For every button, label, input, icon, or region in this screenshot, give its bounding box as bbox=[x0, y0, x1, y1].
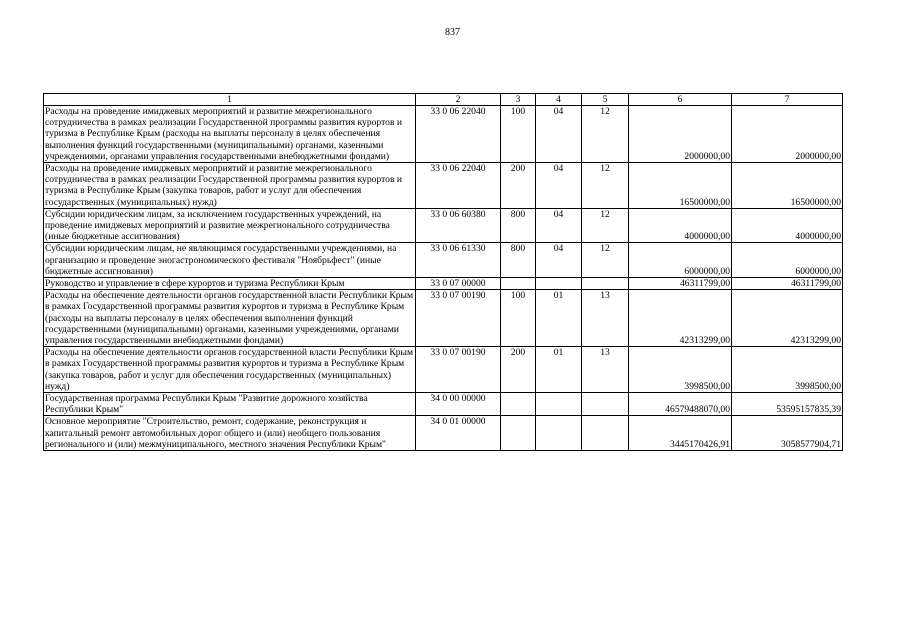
table-row bbox=[44, 416, 843, 451]
row-amount-6: 46311799,00 bbox=[629, 278, 732, 290]
row-amount-7: 2000000,00 bbox=[732, 106, 843, 163]
row-col5 bbox=[582, 416, 629, 451]
row-col3 bbox=[501, 278, 536, 290]
row-col4: 01 bbox=[536, 290, 582, 347]
row-code: 34 0 00 00000 bbox=[416, 393, 501, 416]
row-col5: 12 bbox=[582, 208, 629, 243]
row-amount-7: 3058577904,71 bbox=[732, 416, 843, 451]
row-amount-7: 3998500,00 bbox=[732, 347, 843, 393]
row-col3: 800 bbox=[501, 208, 536, 243]
row-name: Расходы на обеспечение деятельности органов государственной власти Республики Крым в рамках Государственной программы развития курортов и туризма в Республике Крым (расходы на выплаты персоналу в целях обеспечения выполнения функций государственными (муниципальными) органами, казенными учреждениями, органами управления государственными внебюджетными фондами) bbox=[44, 290, 416, 347]
row-amount-6: 3445170426,91 bbox=[629, 416, 732, 451]
row-amount-6: 2000000,00 bbox=[629, 106, 732, 163]
header-cell: 6 bbox=[629, 94, 732, 106]
row-amount-6: 6000000,00 bbox=[629, 243, 732, 278]
row-col3 bbox=[501, 416, 536, 451]
row-col5: 12 bbox=[582, 243, 629, 278]
header-cell: 3 bbox=[501, 94, 536, 106]
row-name: Субсидии юридическим лицам, за исключением государственных учреждений, на проведение имиджевых мероприятий и развитие межрегионального сотрудничества (иные бюджетные ассигнования) bbox=[44, 208, 416, 243]
header-cell: 5 bbox=[582, 94, 629, 106]
row-col3: 200 bbox=[501, 347, 536, 393]
table-row bbox=[44, 106, 843, 163]
row-col5 bbox=[582, 393, 629, 416]
row-amount-6: 46579488070,00 bbox=[629, 393, 732, 416]
row-col4: 04 bbox=[536, 208, 582, 243]
row-name: Расходы на обеспечение деятельности органов государственной власти Республики Крым в рамках Государственной программы развития курортов и туризма в Республике Крым (закупка товаров, работ и услуг для обеспечения государственных (муниципальных) нужд) bbox=[44, 347, 416, 393]
row-amount-6: 42313299,00 bbox=[629, 290, 732, 347]
row-code: 33 0 07 00190 bbox=[416, 347, 501, 393]
header-cell: 4 bbox=[536, 94, 582, 106]
row-amount-6: 3998500,00 bbox=[629, 347, 732, 393]
row-amount-6: 16500000,00 bbox=[629, 163, 732, 209]
row-name: Расходы на проведение имиджевых мероприятий и развитие межрегионального сотрудничества в рамках реализации Государственной программы развития курортов и туризма в Республике Крым (закупка товаров, работ и услуг для обеспечения государственных (муниципальных) нужд) bbox=[44, 163, 416, 209]
row-name: Руководство и управление в сфере курортов и туризма Республики Крым bbox=[44, 278, 416, 290]
row-code: 33 0 06 22040 bbox=[416, 106, 501, 163]
row-col3: 100 bbox=[501, 106, 536, 163]
header-cell: 1 bbox=[44, 94, 416, 106]
row-col4 bbox=[536, 278, 582, 290]
row-name: Субсидии юридическим лицам, не являющимся государственными учреждениями, на организацию и проведение эногастрономического фестиваля "Ноябрьфест" (иные бюджетные ассигнования) bbox=[44, 243, 416, 278]
row-col4: 04 bbox=[536, 243, 582, 278]
row-col4: 04 bbox=[536, 163, 582, 209]
table-row bbox=[44, 347, 843, 393]
row-col5 bbox=[582, 278, 629, 290]
row-name: Государственная программа Республики Крым "Развитие дорожного хозяйства Республики Крым" bbox=[44, 393, 416, 416]
table-row bbox=[44, 243, 843, 278]
page-number: 837 bbox=[445, 27, 460, 38]
row-col3: 100 bbox=[501, 290, 536, 347]
table-row bbox=[44, 278, 843, 290]
table-row bbox=[44, 163, 843, 209]
row-col3 bbox=[501, 393, 536, 416]
row-code: 33 0 06 61330 bbox=[416, 243, 501, 278]
row-col4: 04 bbox=[536, 106, 582, 163]
row-amount-7: 42313299,00 bbox=[732, 290, 843, 347]
row-name: Основное мероприятие "Строительство, ремонт, содержание, реконструкция и капитальный ремонт автомобильных дорог общего и (или) необщего пользования регионального и (или) межмуниципального, местного значения Республики Крым" bbox=[44, 416, 416, 451]
row-code: 33 0 06 60380 bbox=[416, 208, 501, 243]
row-name: Расходы на проведение имиджевых мероприятий и развитие межрегионального сотрудничества в рамках реализации Государственной программы развития курортов и туризма в Республике Крым (расходы на выплаты персоналу в целях обеспечения выполнения функций государственными (муниципальными) органами, казенными учреждениями, органами управления государственными внебюджетными фондами) bbox=[44, 106, 416, 163]
header-row bbox=[44, 94, 843, 106]
row-col3: 800 bbox=[501, 243, 536, 278]
row-col5: 12 bbox=[582, 106, 629, 163]
table-row bbox=[44, 290, 843, 347]
row-amount-7: 6000000,00 bbox=[732, 243, 843, 278]
row-col5: 13 bbox=[582, 347, 629, 393]
row-code: 33 0 07 00000 bbox=[416, 278, 501, 290]
row-col4: 01 bbox=[536, 347, 582, 393]
row-amount-7: 4000000,00 bbox=[732, 208, 843, 243]
header-cell: 7 bbox=[732, 94, 843, 106]
row-amount-6: 4000000,00 bbox=[629, 208, 732, 243]
row-code: 33 0 07 00190 bbox=[416, 290, 501, 347]
row-amount-7: 46311799,00 bbox=[732, 278, 843, 290]
row-code: 34 0 01 00000 bbox=[416, 416, 501, 451]
table-row bbox=[44, 208, 843, 243]
row-amount-7: 16500000,00 bbox=[732, 163, 843, 209]
row-col4 bbox=[536, 416, 582, 451]
row-col4 bbox=[536, 393, 582, 416]
row-code: 33 0 06 22040 bbox=[416, 163, 501, 209]
budget-table bbox=[43, 93, 843, 451]
row-col3: 200 bbox=[501, 163, 536, 209]
row-col5: 12 bbox=[582, 163, 629, 209]
header-cell: 2 bbox=[416, 94, 501, 106]
table-row bbox=[44, 393, 843, 416]
row-amount-7: 53595157835,39 bbox=[732, 393, 843, 416]
row-col5: 13 bbox=[582, 290, 629, 347]
